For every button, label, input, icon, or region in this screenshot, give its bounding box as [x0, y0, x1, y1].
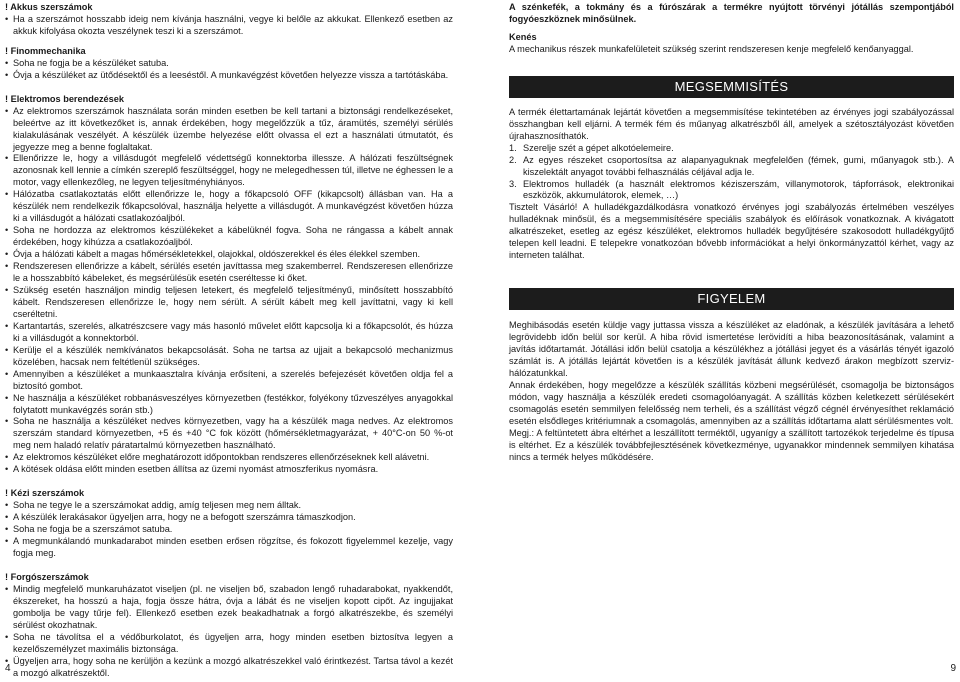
list-item: • Ügyeljen arra, hogy soha ne kerüljön a kezünk a mozgó alkatrészekkel való érintkezést. Tartsa távol a kezét a mozgó alkatrészektől.: [5, 656, 453, 680]
list-item: • Ne használja a készüléket robbanásveszélyes környezetben (festékkor, folyékony tűzveszélyes anyagokkal folytatott munkavégzés során stb.): [5, 393, 453, 417]
rotary-tools-list: [5, 584, 453, 680]
warning-text-2: Annak érdekében, hogy megelőzze a készülék szállítás közbeni megsérülését, csomagolja be biztonságos módon, vagy használja a készülék eredeti csomagolóanyagát. A szállítás közben keletkezett sérülésekért csomagolás esetén semmilyen felelősség nem terheli, és a szállítást végző cégnél érvényesíthet reklamáció esetén elsődleges kritériumnak a csomagolás, amennyiben az a szállítás időtartama alatt sérülésmentes volt.: [509, 379, 954, 426]
mechanics-section: [5, 46, 453, 82]
battery-list: [5, 14, 453, 38]
list-item: • Szükség esetén használjon mindig teljesen letekert, és megfelelő teljesítményű, minősített hosszabbító kábelt. Rendszeresen ellenőrizze le, hogy nem sérült. A sérült kábelt meg kell javíttatni, vagy ki kell cseréltetni.: [5, 285, 453, 321]
battery-title: ! Akkus szerszámok: [5, 2, 93, 12]
electric-list: [5, 106, 453, 477]
right-column: [509, 2, 954, 464]
list-item: • Soha ne távolítsa el a védőburkolatot, és ügyeljen arra, hogy minden esetben biztosítva legyen a kezelőszemélyzet maximális biztonsága.: [5, 632, 453, 656]
page-number-right: 9: [950, 663, 956, 674]
list-item: • Soha ne használja a készüléket nedves környezetben, vagy ha a készülék maga nedves. Az elektromos szerszám standard környezetben, +5 és +40 °C fok között (hőmérsékletmagyarázat, + 40°C-on 50 %-ot meg nem haladó relatív páratartalmú környezetben használható.: [5, 416, 453, 452]
disposal-text-2: Tisztelt Vásárló! A hulladékgazdálkodásra vonatkozó érvényes jogi szabályozás értelmében veszélyes hulladéknak minősül, és a megsemmisítésére speciális szabályok és előírások vonatkoznak. A kivágatott alkatrészeket, esetleg az egész készüléket, elektromos hulladék begyűjtésére szakosodott hulladékgyűjtő telepen kell leadni. E telepekre vonatkozóan bővebb információkat a helyi önkormányzattól kérhet, vagy az interneten találhat.: [509, 202, 954, 261]
list-item: • Ha a szerszámot hosszabb ideig nem kívánja használni, vegye ki belőle az akkukat. Ellenkező esetben az akkuk kifolyása okozta veszélynek teszi ki a szerszámot.: [5, 14, 453, 38]
battery-section: [5, 2, 453, 38]
list-item: 2. Az egyes részeket csoportosítsa az alapanyaguknak megfelelően (fémek, gumi, műanyagok stb.). A kiszelektált anyagot további felhasználás céljával adja le.: [509, 155, 954, 179]
list-item: • Óvja a hálózati kábelt a magas hőmérsékletekkel, olajokkal, oldószerekkel és éles élekkel szemben.: [5, 249, 453, 261]
disposal-steps: [509, 143, 954, 203]
list-item: • Óvja a készüléket az ütődésektől és a leeséstől. A munkavégzést követően helyezze vissza a tartótáskába.: [5, 70, 453, 82]
consumables-note: A szénkefék, a tokmány és a fúrószárak a termékre nyújtott törvényi jótállás szempontjából fogyóeszköznek minősülnek.: [509, 2, 954, 24]
disposal-text: A termék élettartamának lejártát követően a megsemmisítése tekintetében az érvényes jogi szabályozással összhangban kell eljárni. A termék fém és műanyag alkatrészből áll, amelyek a szétosztályozást követően újrahasznosíthatók.: [509, 106, 954, 141]
list-item: • Mindig megfelelő munkaruházatot viseljen (pl. ne viseljen bő, szabadon lengő ruhadarabokat, nyakkendőt, ékszereket, ha hosszú a haja, fogja össze hátra, óvja a lábát és ne viseljen kopott cipőt. Az ingujjakat gombolja be vagy tűrje fel). Ellenkező esetben ezek beakadhatnak a forgó alkatrészekbe, és személyi sérülést okozhatnak.: [5, 584, 453, 632]
list-item: • Soha ne hordozza az elektromos készülékeket a kábelüknél fogva. Soha ne rángassa a kábelt annak érdekében, hogy kihúzza a csatlakozóaljból.: [5, 225, 453, 249]
list-item: • Az elektromos készüléket előre meghatározott időpontokban rendszeres ellenőrzéseknek kell alávetni.: [5, 452, 453, 464]
list-item: • Az elektromos szerszámok használata során minden esetben be kell tartani a biztonsági rendelkezéseket, beleértve az itt következőket is, annak érdekében, hogy megelőzzük a tűz, áramütés, személyi sérülés kialakulásának veszélyét. A készülék üzembe helyezése előtt olvassa el ezt a használati útmutatót, és jegyezze meg a benne foglaltakat.: [5, 106, 453, 154]
left-column: [5, 2, 453, 682]
mechanics-title: ! Finommechanika: [5, 45, 86, 56]
list-item: • Amennyiben a készüléket a munkaasztalra kívánja erősíteni, a szerelés befejezését követően oldja fel a biztosító gombot.: [5, 369, 453, 393]
list-item: • Soha ne fogja be a készüléket satuba.: [5, 58, 453, 70]
warning-text: Meghibásodás esetén küldje vagy juttassa vissza a készüléket az eladónak, a készülék javítására a lehető legrövidebb időn belül sor kerül. A hiba rövid ismertetése lerövidíti a hiba beazonosításának, valamint a javítás időtartamát. Jótállási időn belül csatolja a készülékhez a jótállási jegyet és a vásárlás tényét igazoló számlát is. A jótállás lejártát követően is a készülék javítását állunk kedvező árakon megbízott szervizhálózatunkkal.: [509, 320, 954, 379]
list-item: • A kötések oldása előtt minden esetben állítsa az üzemi nyomást atmoszferikus nyomásra.: [5, 464, 453, 476]
list-item: 3. Elektromos hulladék (a használt elektromos kéziszerszám, villanymotorok, tápforrások, elektronikai eszközök, akkumulátorok, elemek, …): [509, 179, 954, 203]
rotary-tools-section: [5, 572, 453, 680]
note-text: Megj.: A feltüntetett ábra eltérhet a leszállított terméktől, ugyanígy a szállított tartozékok terjedelme és típusa is eltérhet. Ez a készülék továbbfejlesztésének következménye, ugyanakkor mindennek semmilyen kihatása nincs a termék helyes működésére.: [509, 427, 954, 462]
list-item: • Kerülje el a készülék nemkívánatos bekapcsolását. Soha ne tartsa az ujjait a bekapcsoló mechanizmus közelében, hacsak nem feltétlenül szükséges.: [5, 345, 453, 369]
warning-banner: FIGYELEM: [509, 288, 954, 310]
list-item: • A készülék lerakásakor ügyeljen arra, hogy ne a befogott szerszámra támaszkodjon.: [5, 512, 453, 524]
disposal-banner: MEGSEMMISÍTÉS: [509, 76, 954, 98]
rotary-tools-title: ! Forgószerszámok: [5, 571, 89, 582]
list-item: 1. Szerelje szét a gépet alkotóelemeire.: [509, 143, 954, 155]
hand-tools-title: ! Kézi szerszámok: [5, 488, 85, 499]
list-item: • Soha ne tegye le a szerszámokat addig, amíg teljesen meg nem álltak.: [5, 500, 453, 512]
mechanics-list: [5, 58, 453, 82]
lubrication-text: A mechanikus részek munkafelületeit szükség szerint rendszeresen kenje megfelelő kenőanyaggal.: [509, 43, 914, 54]
list-item: • A megmunkálandó munkadarabot minden esetben erősen rögzítse, és fokozott figyelemmel kezelje, vagy fogja meg.: [5, 536, 453, 560]
list-item: • Hálózatba csatlakoztatás előtt ellenőrizze le, hogy a főkapcsoló OFF (kikapcsolt) állásban van. Ha a készülék nem rendelkezik főkapcsolóval, használja helyette a villásdugót. A munkavégzést követően húzza ki a villásdugót a hálózati csatlakozóaljból.: [5, 189, 453, 225]
list-item: • Ellenőrizze le, hogy a villásdugót megfelelő védettségű konnektorba illessze. A hálózati feszültségnek azonosnak kell lennie a címkén szereplő feszültséggel, hogy ne melegedhessen túl, illetve ne éghessen le a motor, vagy ellenkezőleg, ne legyen teljesítményhiányos.: [5, 153, 453, 189]
page-number-left: 4: [5, 663, 11, 674]
list-item: • Soha ne fogja be a szerszámot satuba.: [5, 524, 453, 536]
electric-section: [5, 94, 453, 477]
list-item: • Rendszeresen ellenőrizze a kábelt, sérülés esetén javíttassa meg szakemberrel. Rendszeresen ellenőrizze le a hosszabbító kábeleket, és megsérülésük esetén cseréltesse ki őket.: [5, 261, 453, 285]
electric-title: ! Elektromos berendezések: [5, 93, 124, 104]
lubrication-title: Kenés: [509, 31, 537, 42]
hand-tools-section: [5, 488, 453, 560]
hand-tools-list: [5, 500, 453, 560]
list-item: • Kartantartás, szerelés, alkatrészcsere vagy más hasonló művelet előtt kapcsolja ki a főkapcsolót, és húzza ki a villásdugót a konnektorból.: [5, 321, 453, 345]
